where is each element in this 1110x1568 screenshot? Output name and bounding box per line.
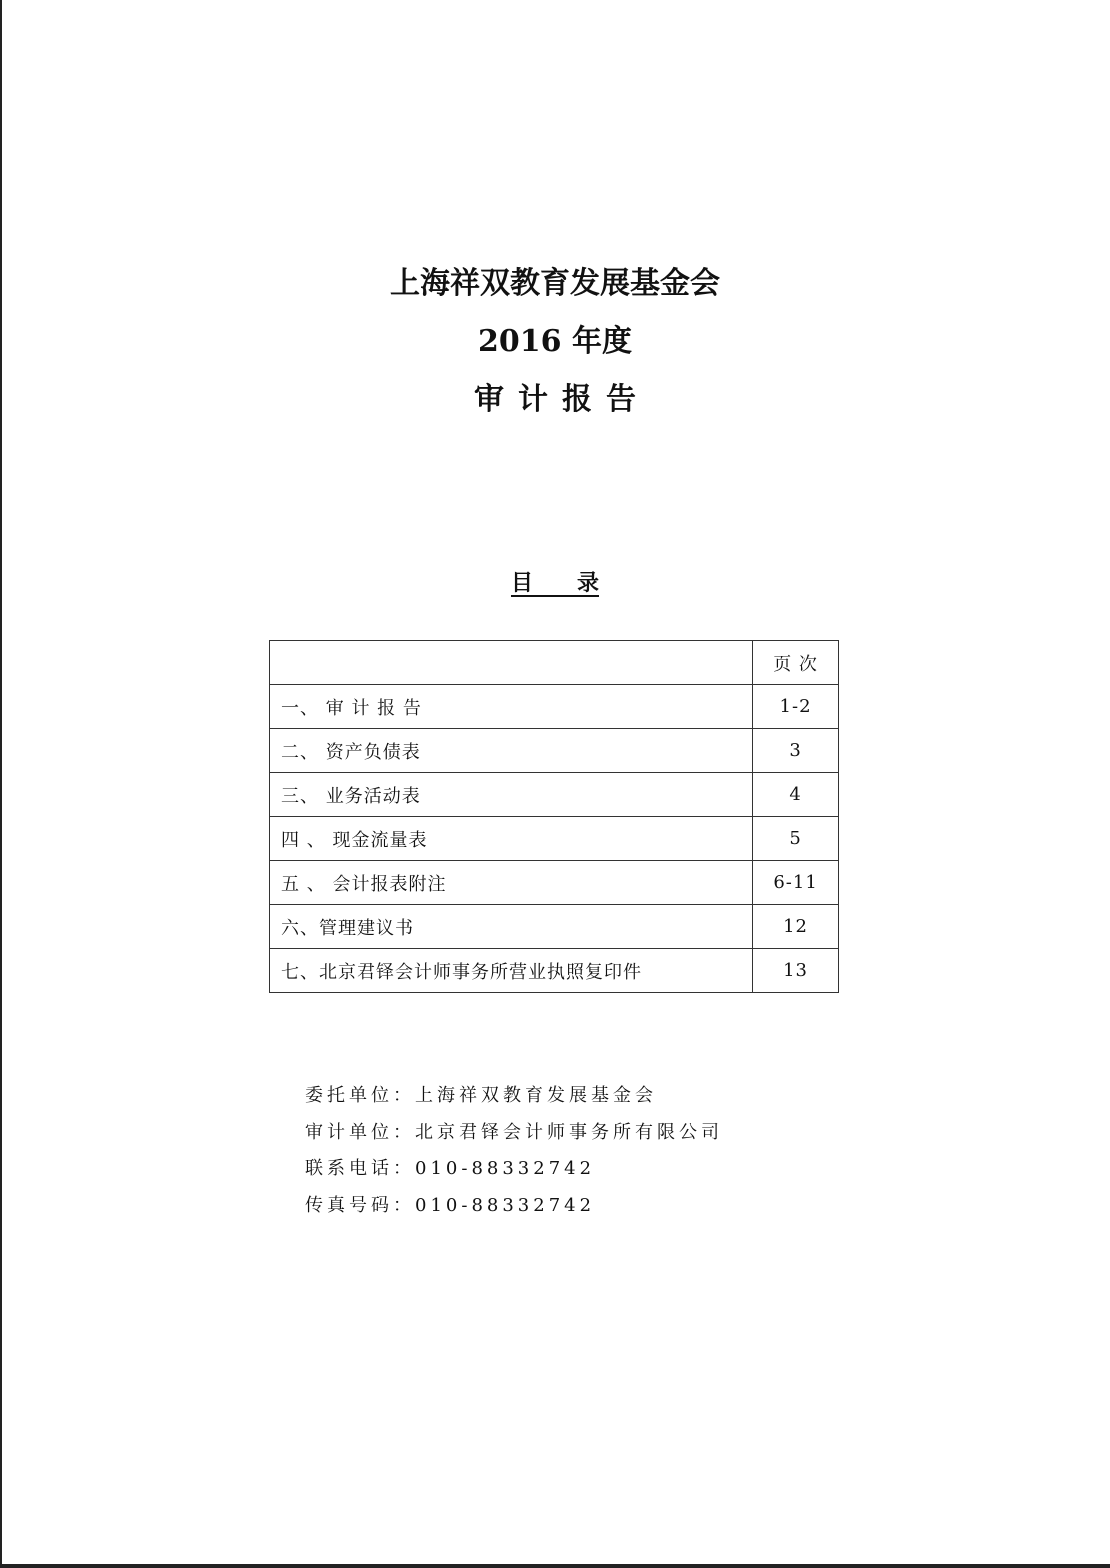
toc-item-page: 1-2 — [753, 685, 839, 729]
toc-item-label: 三、 业务活动表 — [270, 773, 753, 817]
table-row — [270, 905, 839, 949]
client-line: 委托单位：上海祥双教育发展基金会 — [305, 1085, 657, 1106]
table-row — [270, 949, 839, 993]
toc-item-page: 4 — [753, 773, 839, 817]
table-row — [270, 729, 839, 773]
toc-item-label: 一、 审 计 报 告 — [270, 685, 753, 729]
toc-item-label: 六、管理建议书 — [270, 905, 753, 949]
toc-item-label: 五 、 会计报表附注 — [270, 861, 753, 905]
toc-item-label: 二、 资产负债表 — [270, 729, 753, 773]
table-row — [270, 861, 839, 905]
toc-item-page: 3 — [753, 729, 839, 773]
toc-item-page: 13 — [753, 949, 839, 993]
page-column-header: 页 次 — [753, 641, 839, 685]
table-row — [270, 817, 839, 861]
organization-title: 上海祥双教育发展基金会 — [390, 266, 720, 301]
table-header-row — [270, 641, 839, 685]
contact-info-block — [305, 1080, 723, 1226]
toc-item-label: 四 、 现金流量表 — [270, 817, 753, 861]
fax-line: 传真号码：010-88332742 — [305, 1194, 596, 1216]
toc-item-label: 七、北京君铎会计师事务所营业执照复印件 — [270, 949, 753, 993]
auditor-line: 审计单位：北京君铎会计师事务所有限公司 — [305, 1121, 723, 1143]
toc-item-page: 5 — [753, 817, 839, 861]
page-border-bottom — [0, 1564, 1110, 1568]
header-blank-cell — [270, 641, 753, 685]
toc-item-page: 6-11 — [753, 861, 839, 905]
report-year: 2016 年度 — [478, 324, 632, 359]
toc-item-page: 12 — [753, 905, 839, 949]
report-title: 审计报告 — [474, 382, 650, 417]
phone-line: 联系电话：010-88332742 — [305, 1158, 596, 1179]
toc-heading-text: 目 录 — [510, 570, 599, 596]
toc-heading — [0, 566, 1110, 597]
page-border-left — [0, 0, 2, 1568]
table-row — [270, 773, 839, 817]
toc-table — [269, 640, 839, 993]
table-row — [270, 685, 839, 729]
